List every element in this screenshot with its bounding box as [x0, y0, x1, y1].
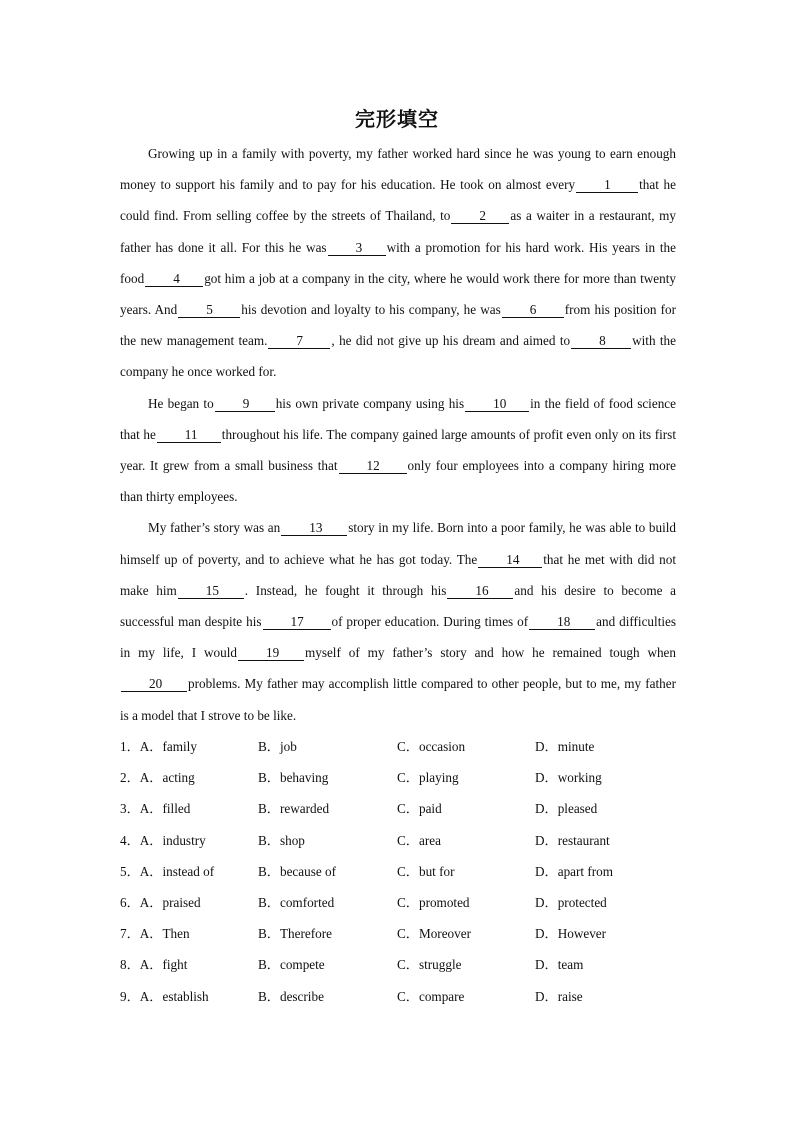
paragraph-2 — [120, 388, 676, 513]
option-d[interactable]: D．team — [535, 957, 584, 973]
passage-text: and his desire to become a successful man despite his — [120, 582, 676, 630]
option-b[interactable]: B．shop — [258, 832, 305, 848]
question-1-options — [120, 731, 680, 762]
blank-19[interactable]: 19 — [238, 646, 304, 661]
question-number: 3． — [120, 801, 140, 817]
blank-18[interactable]: 18 — [529, 615, 595, 630]
blank-6[interactable]: 6 — [502, 303, 564, 318]
blank-7[interactable]: 7 — [268, 334, 330, 349]
passage-text: in the field of food science that he — [120, 395, 676, 442]
passage-text: , he did not give up his dream and aimed to — [331, 333, 571, 349]
option-b[interactable]: B．rewarded — [258, 801, 330, 817]
option-b[interactable]: B．describe — [258, 988, 324, 1004]
question-number: 6． — [120, 894, 140, 910]
blank-16[interactable]: 16 — [447, 584, 513, 599]
option-a-label: A．praised — [139, 894, 201, 910]
option-d[interactable]: D．raise — [535, 988, 583, 1004]
option-c[interactable]: C．playing — [397, 770, 459, 786]
option-c[interactable]: C．occasion — [397, 739, 466, 754]
passage-text: He began to — [148, 395, 214, 411]
option-a[interactable] — [120, 918, 190, 949]
option-a-label: A．fight — [139, 957, 188, 973]
question-5-options — [120, 856, 680, 887]
question-number: 9． — [120, 988, 140, 1004]
option-c[interactable]: C．paid — [397, 801, 442, 817]
question-9-options — [120, 981, 680, 1012]
question-3-options — [120, 793, 680, 824]
option-a-label: A．instead of — [139, 863, 215, 879]
passage-text: story in my life. Born into a poor family, he was able to build himself up of poverty, and to achieve what he has got today. The — [120, 520, 676, 567]
option-d[interactable]: D．minute — [535, 739, 595, 754]
option-a-label: A．establish — [139, 988, 209, 1004]
question-number: 8． — [120, 957, 140, 973]
blank-3[interactable]: 3 — [328, 241, 386, 256]
passage-text: his devotion and loyalty to his company, he was — [241, 302, 501, 318]
blank-15[interactable]: 15 — [178, 584, 244, 599]
question-2-options — [120, 762, 680, 793]
option-d[interactable]: D．protected — [535, 894, 607, 910]
paragraph-1 — [120, 138, 676, 388]
blank-17[interactable]: 17 — [263, 615, 331, 630]
option-b[interactable]: B．comforted — [258, 894, 335, 910]
question-6-options — [120, 887, 680, 918]
question-7-options — [120, 918, 680, 949]
page-title: 完形填空 — [355, 107, 439, 131]
passage-text: as a waiter in a restaurant, my father has done it all. For this he was — [120, 208, 676, 255]
option-a-label: A．filled — [139, 801, 191, 817]
passage-text: Growing up in a family with poverty, my father worked hard since he was young to earn enough money to support his family and to pay for his education. He took on almost every — [120, 146, 676, 193]
passage-text: and difficulties in my life, I would — [120, 614, 677, 661]
option-a-label: A．industry — [139, 832, 206, 848]
option-d[interactable]: D．working — [535, 770, 602, 786]
option-c[interactable]: C．compare — [397, 988, 465, 1004]
passage-text: with the company he once worked for. — [120, 333, 676, 380]
option-c[interactable]: C．but for — [397, 863, 455, 879]
blank-5[interactable]: 5 — [178, 303, 240, 318]
blank-1[interactable]: 1 — [576, 178, 638, 193]
paragraph-3 — [120, 512, 676, 730]
passage-text: his own private company using his — [275, 395, 465, 411]
option-a[interactable] — [120, 825, 206, 856]
blank-2[interactable]: 2 — [451, 209, 509, 224]
blank-11[interactable]: 11 — [157, 428, 221, 443]
blank-8[interactable]: 8 — [571, 334, 631, 349]
blank-10[interactable]: 10 — [465, 397, 529, 412]
option-a[interactable] — [120, 856, 214, 887]
option-b[interactable]: B．because of — [258, 863, 336, 879]
option-b[interactable]: B．behaving — [258, 770, 329, 786]
option-a[interactable] — [120, 981, 209, 1012]
passage-text: only four employees into a company hiring more than thirty employees. — [120, 458, 676, 505]
option-c[interactable]: C．area — [397, 832, 441, 848]
question-number: 7． — [120, 926, 140, 942]
passage-text: throughout his life. The company gained large amounts of profit even only on its first year. It grew from a small business that — [120, 426, 676, 474]
question-number: 2． — [120, 770, 140, 786]
option-b[interactable]: B．compete — [258, 957, 325, 973]
option-c[interactable]: C．struggle — [397, 957, 462, 973]
passage-text: My father’s story was an — [148, 520, 281, 536]
option-a[interactable] — [120, 793, 190, 824]
passage-text: problems. My father may accomplish little compared to other people, but to me, my father is a model that I strove to be like. — [120, 676, 676, 723]
blank-12[interactable]: 12 — [339, 459, 407, 474]
option-d[interactable]: D．pleased — [535, 801, 598, 817]
passage-text: that he could find. From selling coffee by the streets of Thailand, to — [120, 177, 676, 224]
blank-13[interactable]: 13 — [281, 521, 347, 536]
option-c[interactable]: C．promoted — [397, 894, 470, 910]
question-number: 5． — [120, 863, 140, 879]
option-a-label: A．family — [139, 739, 197, 754]
passage-text: . Instead, he fought it through his — [244, 582, 447, 598]
passage-text: myself of my father’s story and how he remained tough when — [304, 645, 677, 661]
question-number: 1． — [120, 739, 140, 754]
answer-options — [120, 731, 680, 1012]
passage-text: got him a job at a company in the city, where he would work there for more than twenty years. And — [120, 270, 676, 318]
blank-20[interactable]: 20 — [121, 677, 187, 692]
passage — [120, 138, 676, 731]
question-number: 4． — [120, 832, 140, 848]
question-4-options — [120, 825, 680, 856]
blank-9[interactable]: 9 — [215, 397, 275, 412]
option-d[interactable]: D．restaurant — [535, 832, 610, 848]
option-a[interactable] — [120, 949, 187, 980]
option-c[interactable]: C．Moreover — [397, 926, 471, 942]
option-d[interactable]: D．apart from — [535, 863, 613, 879]
passage-text: of proper education. During times of — [331, 614, 529, 630]
option-b[interactable]: B．Therefore — [258, 926, 332, 942]
passage-text: with a promotion for his hard work. His years in the food — [120, 239, 676, 286]
passage-text: that he met with did not make him — [120, 551, 677, 598]
option-a[interactable] — [120, 731, 197, 762]
question-8-options — [120, 949, 680, 980]
blank-4[interactable]: 4 — [145, 272, 203, 287]
option-d[interactable]: D．However — [535, 926, 607, 942]
option-a-label: A．acting — [139, 770, 195, 786]
blank-14[interactable]: 14 — [478, 553, 542, 568]
option-b[interactable]: B．job — [258, 739, 297, 754]
option-a[interactable] — [120, 762, 195, 793]
passage-text: from his position for the new management team. — [120, 302, 676, 349]
option-a[interactable] — [120, 887, 201, 918]
option-a-label: A．Then — [139, 926, 190, 942]
